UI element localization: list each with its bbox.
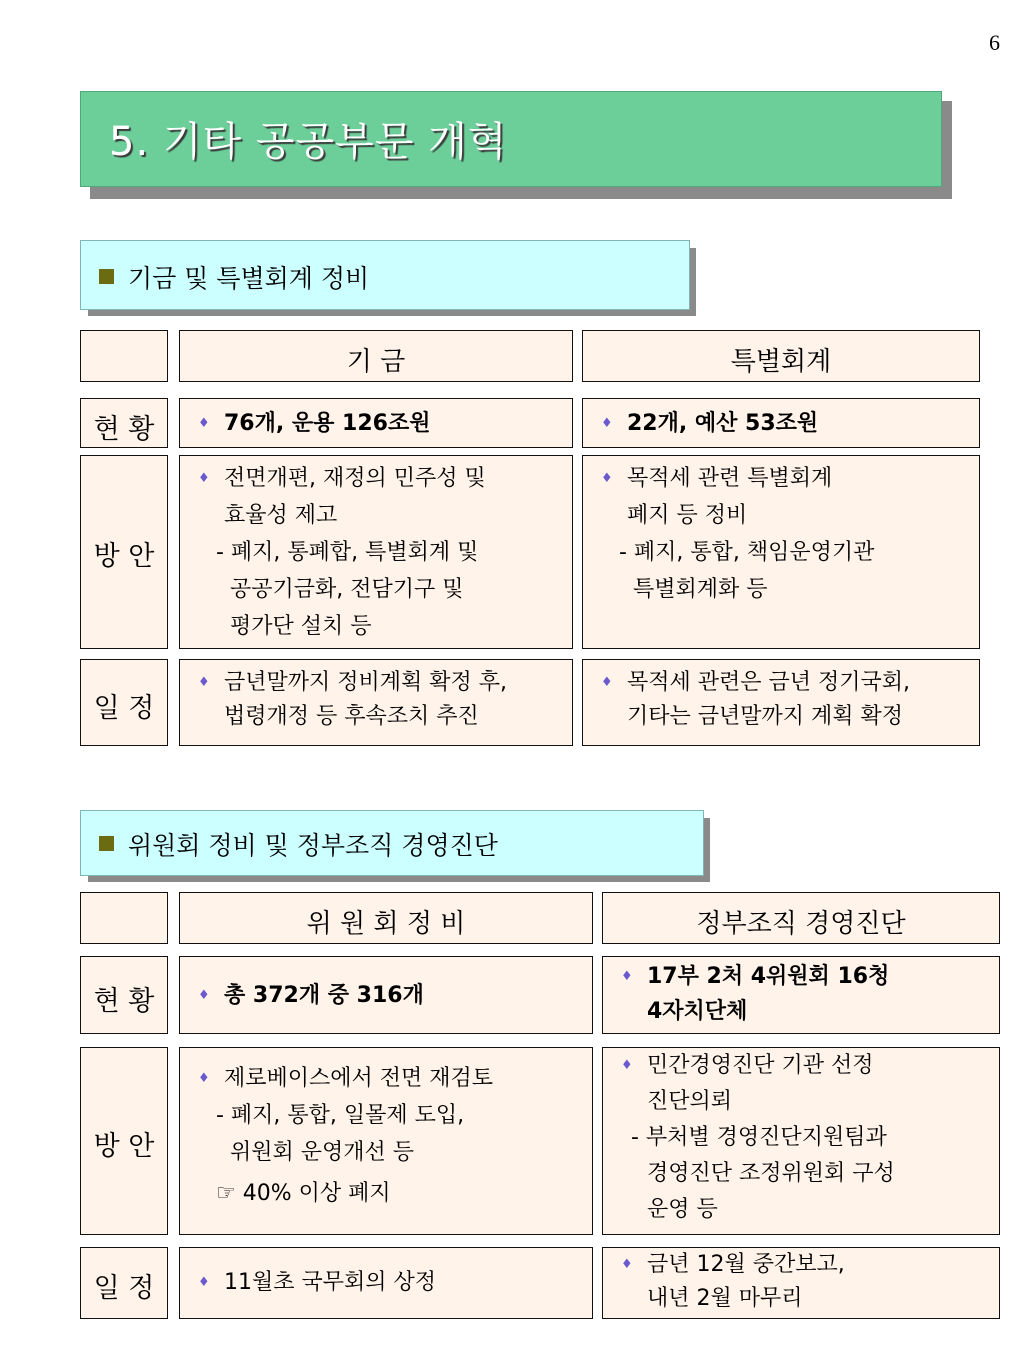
section1-status-label: 현 황 (93, 414, 155, 445)
section1-schedule-fund-cell (179, 659, 573, 746)
section2-status-committee: 총 372개 중 316개 (224, 983, 424, 1008)
section1-status-fund: 76개, 운용 126조원 (224, 411, 431, 436)
section1-plan-special-line2: 폐지 등 정비 (627, 503, 748, 528)
page-title: 5. 기타 공공부문 개혁 (109, 119, 508, 165)
section2-schedule-committee: 11월초 국무회의 상정 (224, 1270, 436, 1295)
section1-plan-label: 방 안 (93, 541, 155, 572)
section1-schedule-fund-line2: 법령개정 등 후속조치 추진 (224, 704, 479, 729)
diamond-bullet-icon: ♦ (621, 969, 633, 984)
section2-header-diagnosis (602, 892, 1000, 944)
diamond-bullet-icon: ♦ (198, 675, 210, 690)
section2-plan-diagnosis-line5: 운영 등 (647, 1197, 718, 1222)
diamond-bullet-icon: ♦ (198, 1275, 210, 1290)
section1-schedule-label-cell (80, 659, 168, 746)
diamond-bullet-icon: ♦ (198, 416, 210, 431)
diamond-bullet-icon: ♦ (621, 1257, 633, 1272)
section1-plan-fund-line2: 효율성 제고 (224, 503, 338, 528)
section2-plan-label: 방 안 (93, 1131, 155, 1162)
section1-schedule-special-line1: 목적세 관련은 금년 정기국회, (627, 670, 910, 695)
section2-plan-diagnosis-line4: 경영진단 조정위원회 구성 (647, 1161, 895, 1186)
diamond-bullet-icon: ♦ (198, 988, 210, 1003)
diamond-bullet-icon: ♦ (621, 1058, 633, 1073)
section2-plan-diagnosis-line1: 민간경영진단 기관 선정 (647, 1053, 874, 1078)
section2-plan-label-cell (80, 1047, 168, 1235)
section2-status-diagnosis-line1: 17부 2처 4위원회 16청 (647, 964, 890, 989)
section1-status-label-cell (80, 398, 168, 448)
diamond-bullet-icon: ♦ (198, 1071, 210, 1086)
section2-plan-diagnosis-line3: - 부처별 경영진단지원팀과 (631, 1125, 887, 1150)
section2-schedule-label: 일 정 (93, 1273, 155, 1304)
section1-schedule-special-line2: 기타는 금년말까지 계획 확정 (627, 704, 904, 729)
section1-plan-special-line4: 특별회계화 등 (633, 577, 768, 602)
section2-heading: 위원회 정비 및 정부조직 경영진단 (128, 831, 498, 860)
section1-status-fund-cell (179, 398, 573, 448)
section1-corner-cell (80, 330, 168, 382)
section1-header-special (582, 330, 980, 382)
section2-status-label-cell (80, 956, 168, 1034)
section2-status-diagnosis-line2: 4자치단체 (647, 999, 748, 1024)
section1-plan-special-line1: 목적세 관련 특별회계 (627, 466, 833, 491)
section2-plan-committee-line2: - 폐지, 통합, 일몰제 도입, (216, 1103, 465, 1128)
section1-plan-fund-line3: - 폐지, 통폐합, 특별회계 및 (216, 540, 479, 565)
section2-heading-box (80, 810, 704, 876)
section2-plan-diagnosis-line2: 진단의뢰 (647, 1089, 733, 1114)
section2-schedule-diagnosis-line1: 금년 12월 중간보고, (647, 1252, 845, 1277)
section2-col2-label: 정부조직 경영진단 (696, 909, 906, 939)
section1-plan-fund-line4: 공공기금화, 전담기구 및 (230, 577, 464, 602)
section2-plan-committee-line4: ☞ 40% 이상 폐지 (216, 1181, 391, 1206)
section1-plan-fund-line1: 전면개편, 재정의 민주성 및 (224, 466, 486, 491)
section2-schedule-diagnosis-cell (602, 1247, 1000, 1319)
section1-schedule-fund-line1: 금년말까지 정비계획 확정 후, (224, 670, 507, 695)
title-banner (80, 91, 942, 187)
section1-col2-label: 특별회계 (730, 347, 832, 377)
section2-plan-committee-line1: 제로베이스에서 전면 재검토 (224, 1066, 494, 1091)
section2-schedule-committee-cell (179, 1247, 593, 1319)
section1-col1-label: 기 금 (346, 347, 406, 377)
section2-plan-committee-cell (179, 1047, 593, 1235)
square-bullet-icon (99, 836, 114, 851)
square-bullet-icon (99, 269, 114, 284)
section2-schedule-label-cell (80, 1247, 168, 1319)
diamond-bullet-icon: ♦ (198, 471, 210, 486)
page-number: 6 (989, 30, 1000, 55)
section1-heading-box (80, 240, 690, 310)
section2-status-committee-cell (179, 956, 593, 1034)
section2-header-committee (179, 892, 593, 944)
section2-col1-label: 위 원 회 정 비 (306, 909, 466, 939)
section2-plan-diagnosis-cell (602, 1047, 1000, 1235)
section1-plan-fund-cell (179, 455, 573, 649)
section1-plan-special-cell (582, 455, 980, 649)
diamond-bullet-icon: ♦ (601, 675, 613, 690)
section1-plan-fund-line5: 평가단 설치 등 (230, 614, 372, 639)
section1-plan-label-cell (80, 455, 168, 649)
section2-status-diagnosis-cell (602, 956, 1000, 1034)
section1-plan-special-line3: - 폐지, 통합, 책임운영기관 (619, 540, 875, 565)
section2-schedule-diagnosis-line2: 내년 2월 마무리 (647, 1286, 803, 1311)
section2-status-label: 현 황 (93, 986, 155, 1017)
section1-header-fund (179, 330, 573, 382)
diamond-bullet-icon: ♦ (601, 416, 613, 431)
section1-status-special: 22개, 예산 53조원 (627, 411, 819, 436)
section1-status-special-cell (582, 398, 980, 448)
section1-schedule-special-cell (582, 659, 980, 746)
diamond-bullet-icon: ♦ (601, 471, 613, 486)
section2-plan-committee-line3: 위원회 운영개선 등 (230, 1140, 415, 1165)
section2-corner-cell (80, 892, 168, 944)
section1-schedule-label: 일 정 (93, 693, 155, 724)
section1-heading: 기금 및 특별회계 정비 (128, 264, 370, 293)
